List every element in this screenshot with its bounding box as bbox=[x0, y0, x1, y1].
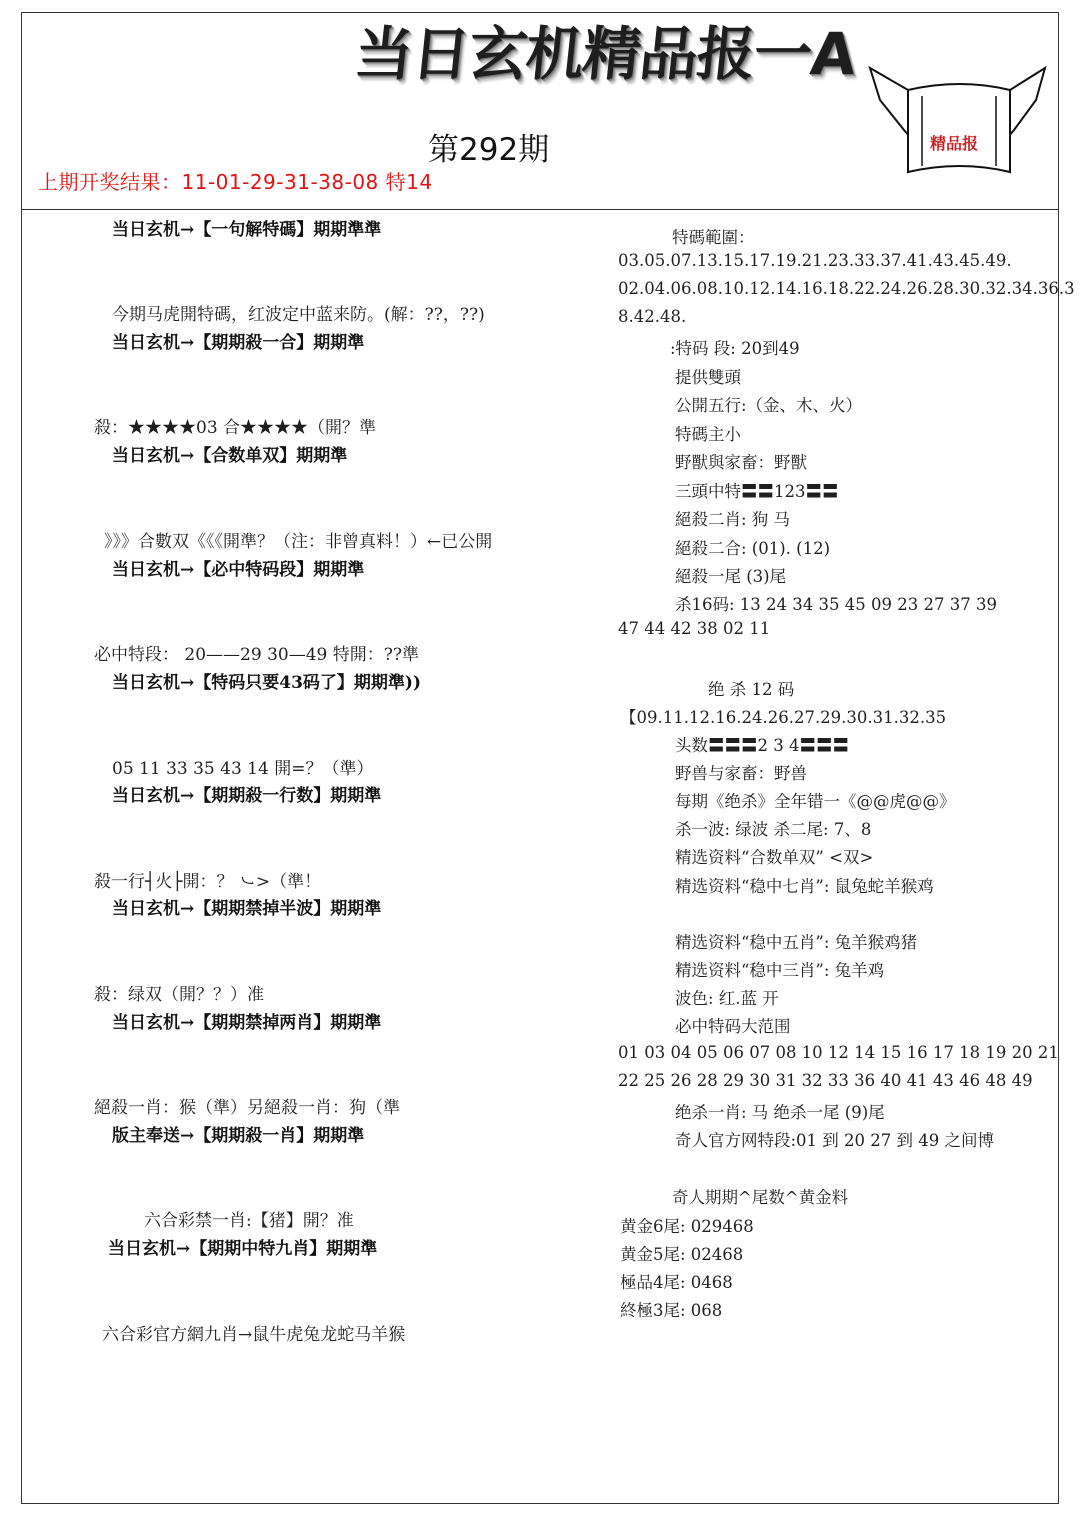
right-line: 黄金5尾: 02468 bbox=[620, 1245, 744, 1264]
right-line: 三頭中特〓〓123〓〓 bbox=[675, 482, 839, 501]
right-line: 01 03 04 05 06 07 08 10 12 14 15 16 17 18 19 20 21 bbox=[618, 1043, 1059, 1062]
left-line: 当日玄机→【期期禁掉半波】期期準 bbox=[112, 899, 382, 919]
right-line: 絕殺二肖: 狗 马 bbox=[675, 510, 791, 529]
left-line: 殺一行┤火├開：？ ㇃>（準！ bbox=[94, 872, 322, 892]
issue-number: 第292期 bbox=[428, 132, 550, 168]
left-line: 六合彩官方網九肖→鼠牛虎兔龙蛇马羊猴 bbox=[102, 1325, 406, 1345]
header-divider bbox=[21, 209, 1059, 210]
left-line: 当日玄机→【一句解特碼】期期準準 bbox=[112, 220, 382, 240]
left-line: 当日玄机→【期期殺一合】期期準 bbox=[112, 333, 365, 353]
right-line: 黄金6尾: 029468 bbox=[620, 1217, 754, 1236]
right-line: 必中特码大范围 bbox=[675, 1017, 791, 1036]
right-line: 22 25 26 28 29 30 31 32 33 36 40 41 43 46 48 49 bbox=[618, 1071, 1033, 1090]
right-line: 杀一波: 绿波 杀二尾: 7、8 bbox=[675, 820, 872, 839]
right-line: 47 44 42 38 02 11 bbox=[618, 619, 771, 638]
right-line: 波色: 红.蓝 开 bbox=[675, 989, 779, 1008]
left-line: 当日玄机→【期期禁掉两肖】期期準 bbox=[112, 1013, 382, 1033]
right-line: 【09.11.12.16.24.26.27.29.30.31.32.35 bbox=[620, 708, 947, 727]
banner-label: 精品报 bbox=[930, 134, 979, 153]
right-line: 公開五行:（金、木、火） bbox=[675, 396, 863, 415]
right-line: 精选资料“稳中五肖”: 兔羊猴鸡猪 bbox=[675, 933, 918, 952]
right-line: 02.04.06.08.10.12.14.16.18.22.24.26.28.30.32.34.36.3 bbox=[618, 279, 1075, 298]
right-line: 绝 杀 12 码 bbox=[708, 680, 795, 699]
left-line: 当日玄机→【必中特码段】期期準 bbox=[112, 560, 365, 580]
right-line: 奇人期期^尾数^黄金料 bbox=[672, 1188, 849, 1207]
right-line: 特碼範圍： bbox=[672, 228, 755, 247]
right-line: 精选资料“稳中七肖”: 鼠兔蛇羊猴鸡 bbox=[675, 877, 934, 896]
right-line: 奇人官方网特段:01 到 20 27 到 49 之间博 bbox=[675, 1131, 995, 1150]
ribbon-banner-icon bbox=[860, 60, 1055, 185]
left-line: 》》》合數双《《《開準？（注：非曾真料！）←已公開 bbox=[104, 532, 493, 552]
last-draw-result: 上期开奖结果：11-01-29-31-38-08 特14 bbox=[38, 170, 433, 194]
left-line: 殺：绿双（開？？）准 bbox=[94, 985, 264, 1005]
page-title: 当日玄机精品报一A bbox=[351, 20, 859, 88]
right-line: 头数〓〓〓2 3 4〓〓〓 bbox=[675, 736, 849, 755]
left-line: 当日玄机→【期期中特九肖】期期準 bbox=[108, 1239, 378, 1259]
right-line: 03.05.07.13.15.17.19.21.23.33.37.41.43.45.49. bbox=[618, 251, 1012, 270]
right-line: 絕殺一尾 (3)尾 bbox=[675, 567, 787, 586]
right-line: 8.42.48. bbox=[618, 307, 687, 326]
right-line: 野兽与家畜：野兽 bbox=[675, 764, 807, 783]
left-line: 今期马虎開特碼，红波定中蓝来防。(解：??，??) bbox=[112, 305, 485, 325]
right-line: 精选资料“合数单双” <双> bbox=[675, 848, 874, 867]
left-line: 当日玄机→【期期殺一行数】期期準 bbox=[112, 786, 382, 806]
left-line: 絕殺一肖：猴（準）另絕殺一肖：狗（準 bbox=[94, 1098, 400, 1118]
left-line: 版主奉送→【期期殺一肖】期期準 bbox=[112, 1126, 365, 1146]
right-line: 特碼主小 bbox=[675, 425, 741, 444]
right-line: 提供雙頭 bbox=[675, 368, 741, 387]
right-line: 野獸與家畜：野獸 bbox=[675, 453, 807, 472]
left-line: 05 11 33 35 43 14 開=？（準） bbox=[112, 759, 374, 779]
left-line: 殺：★★★★03 合★★★★（開？準 bbox=[94, 418, 377, 438]
right-line: 終極3尾: 068 bbox=[620, 1301, 723, 1320]
right-line: :特码 段: 20到49 bbox=[670, 339, 800, 358]
right-line: 杀16码: 13 24 34 35 45 09 23 27 37 39 bbox=[675, 595, 997, 614]
left-line: 当日玄机→【合数单双】期期準 bbox=[112, 446, 348, 466]
right-line: 絕殺二合: (01). (12) bbox=[675, 539, 831, 558]
left-line: 当日玄机→【特码只要43码了】期期準)) bbox=[112, 673, 421, 693]
right-line: 精选资料“稳中三肖”: 兔羊鸡 bbox=[675, 961, 885, 980]
right-line: 每期《绝杀》全年错一《@@虎@@》 bbox=[675, 792, 956, 811]
left-line: 必中特段： 20——29 30—49 特開：??準 bbox=[94, 645, 419, 665]
right-line: 極品4尾: 0468 bbox=[620, 1273, 733, 1292]
right-line: 绝杀一肖: 马 绝杀一尾 (9)尾 bbox=[675, 1103, 885, 1122]
left-line: 六合彩禁一肖:【猪】開？准 bbox=[144, 1211, 354, 1231]
